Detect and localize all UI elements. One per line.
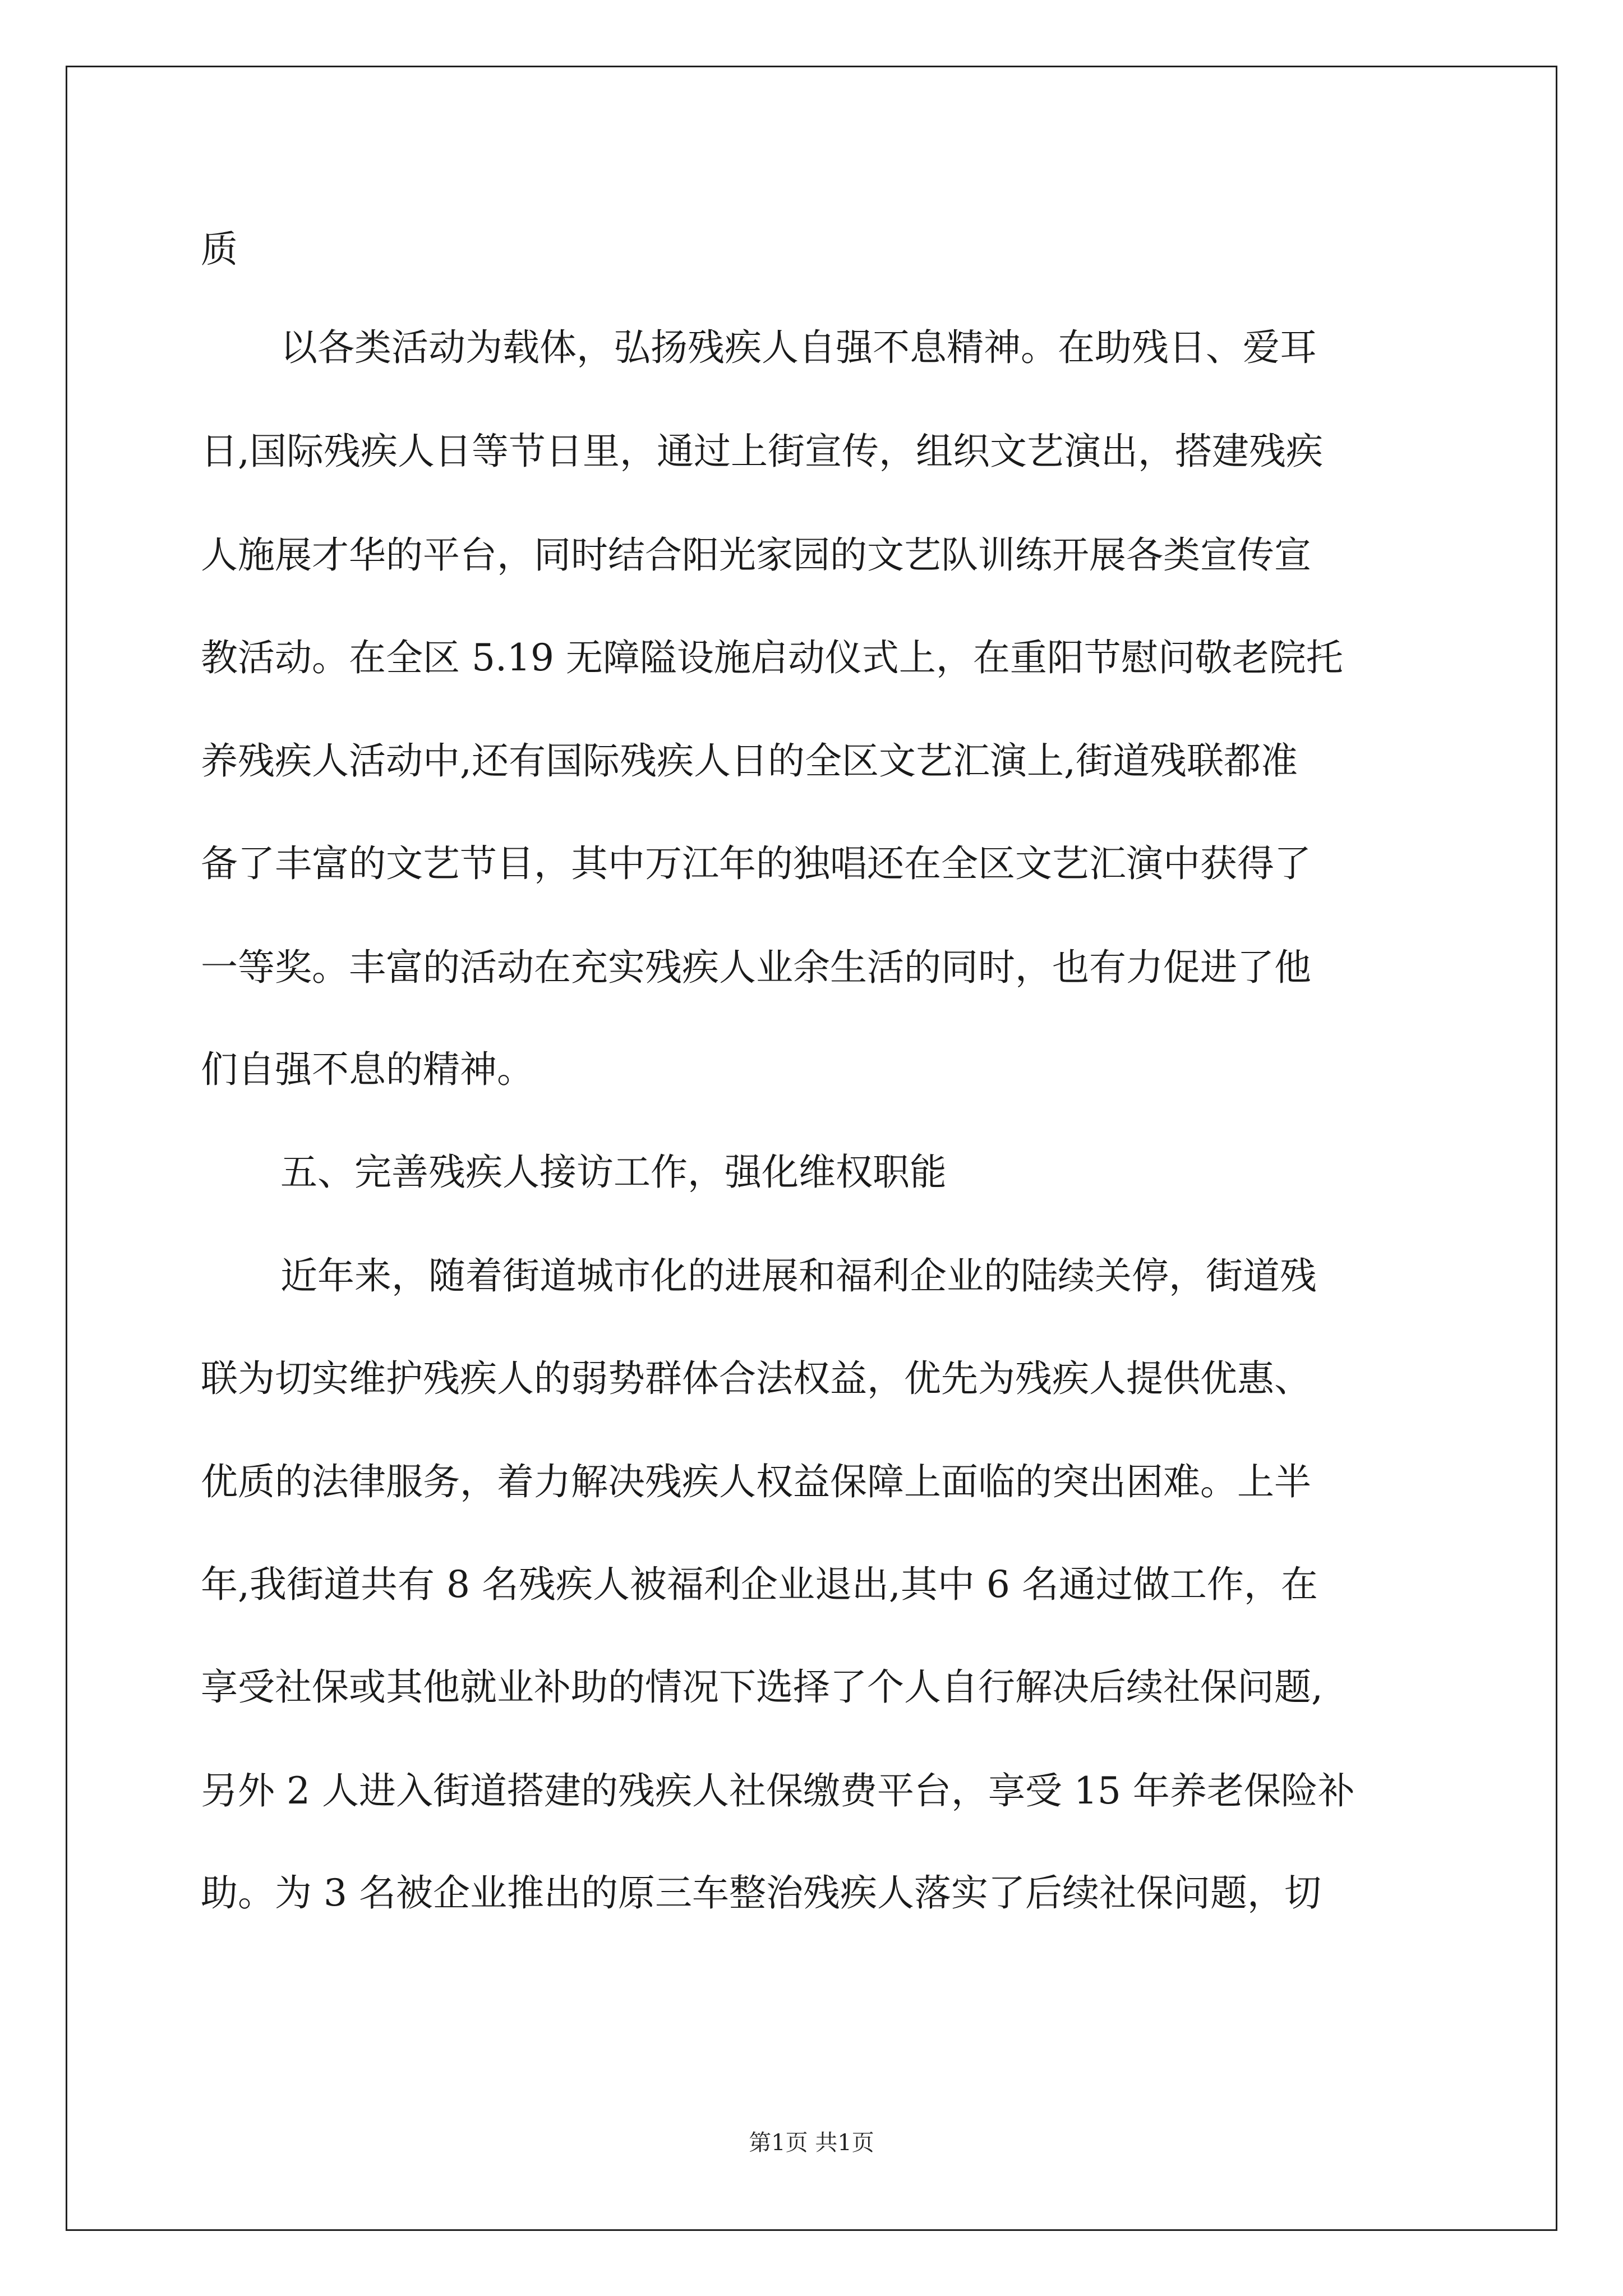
text-line: 年,我街道共有 8 名残疾人被福利企业退出,其中 6 名通过做工作，在 bbox=[201, 1563, 1318, 1606]
text-line: 备了丰富的文艺节目，其中万江年的独唱还在全区文艺汇演中获得了 bbox=[201, 842, 1311, 885]
text-line: 人施展才华的平台，同时结合阳光家园的文艺队训练开展各类宣传宣 bbox=[201, 533, 1311, 577]
text-line: 一等奖。丰富的活动在充实残疾人业余生活的同时，也有力促进了他 bbox=[201, 946, 1311, 989]
text-line: 教活动。在全区 5.19 无障隘设施启动仪式上，在重阳节慰问敬老院托 bbox=[201, 636, 1343, 679]
text-line: 优质的法律服务，着力解决残疾人权益保障上面临的突出困难。上半 bbox=[201, 1460, 1311, 1503]
text-line: 日,国际残疾人日等节日里，通过上街宣传，组织文艺演出，搭建残疾 bbox=[201, 430, 1323, 473]
text-line: 养残疾人活动中,还有国际残疾人日的全区文艺汇演上,街道残联都准 bbox=[201, 739, 1298, 783]
text-line: 近年来，随着街道城市化的进展和福利企业的陆续关停，街道残 bbox=[280, 1254, 1317, 1297]
section-heading: 五、完善残疾人接访工作，强化维权职能 bbox=[280, 1151, 947, 1194]
text-line: 们自强不息的精神。 bbox=[201, 1048, 534, 1091]
text-line: 享受社保或其他就业补助的情况下选择了个人自行解决后续社保问题, bbox=[201, 1665, 1323, 1709]
text-line: 质 bbox=[201, 228, 238, 271]
text-line: 助。为 3 名被企业推出的原三车整治残疾人落实了后续社保问题，切 bbox=[201, 1871, 1321, 1915]
text-line: 联为切实维护残疾人的弱势群体合法权益，优先为残疾人提供优惠、 bbox=[201, 1357, 1311, 1400]
text-line: 另外 2 人进入街道搭建的残疾人社保缴费平台，享受 15 年养老保险补 bbox=[201, 1769, 1355, 1812]
page-footer: 第1页 共1页 bbox=[749, 2130, 874, 2156]
text-line: 以各类活动为载体，弘扬残疾人自强不息精神。在助残日、爱耳 bbox=[280, 326, 1317, 369]
